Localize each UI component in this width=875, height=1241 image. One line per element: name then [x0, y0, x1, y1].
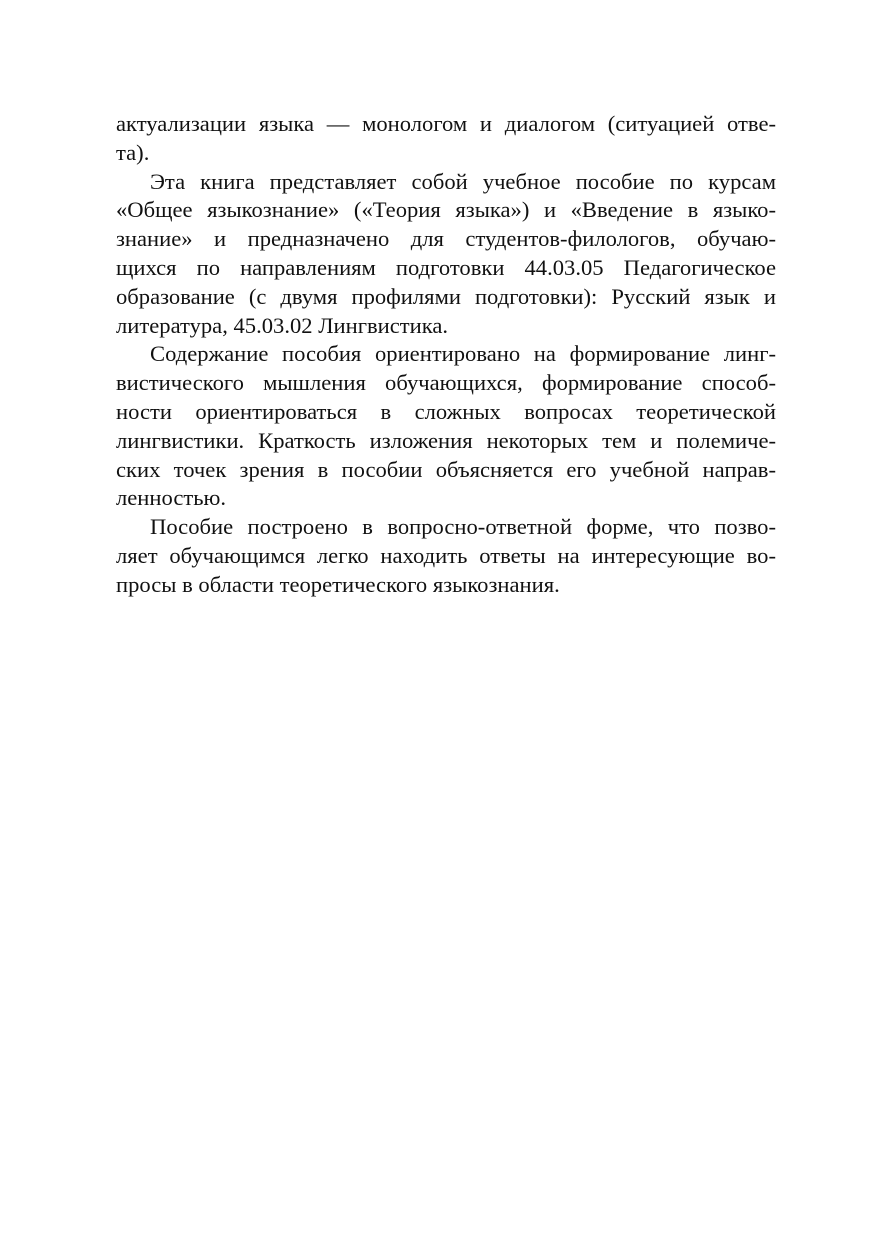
paragraph: [116, 110, 776, 168]
text-line: актуализации языка — монологом и диалогом (ситуацией отве-: [116, 111, 776, 136]
text-line: ских точек зрения в пособии объясняется его учебной направ-: [116, 456, 776, 482]
text-line: лингвистики. Краткость изложения некоторых тем и полемиче-: [116, 427, 776, 453]
body-text: [116, 110, 776, 600]
text-line: щихся по направлениям подготовки 44.03.05 Педагогическое: [116, 254, 776, 280]
text-line: та).: [116, 139, 150, 165]
text-line: образование (с двумя профилями подготовки): Русский язык и: [116, 283, 776, 309]
text-line: просы в области теоретического языкознания.: [116, 571, 560, 597]
text-line: вистического мышления обучающихся, формирование способ-: [116, 370, 776, 396]
paragraph: [116, 513, 776, 599]
paragraph: [116, 340, 776, 513]
text-line: Содержание пособия ориентировано на формирование линг-: [150, 341, 776, 367]
paragraph: [116, 168, 776, 341]
text-line: «Общее языкознание» («Теория языка») и «Введение в языко-: [116, 197, 776, 223]
text-line: литература, 45.03.02 Лингвистика.: [116, 312, 449, 338]
text-line: ленностью.: [116, 485, 227, 511]
text-line: ности ориентироваться в сложных вопросах теоретической: [116, 398, 776, 424]
text-line: Эта книга представляет собой учебное пособие по курсам: [150, 168, 776, 194]
text-line: знание» и предназначено для студентов-филологов, обучаю-: [116, 226, 776, 252]
text-line: Пособие построено в вопросно-ответной форме, что позво-: [150, 514, 776, 540]
text-line: ляет обучающимся легко находить ответы на интересующие во-: [116, 542, 776, 568]
